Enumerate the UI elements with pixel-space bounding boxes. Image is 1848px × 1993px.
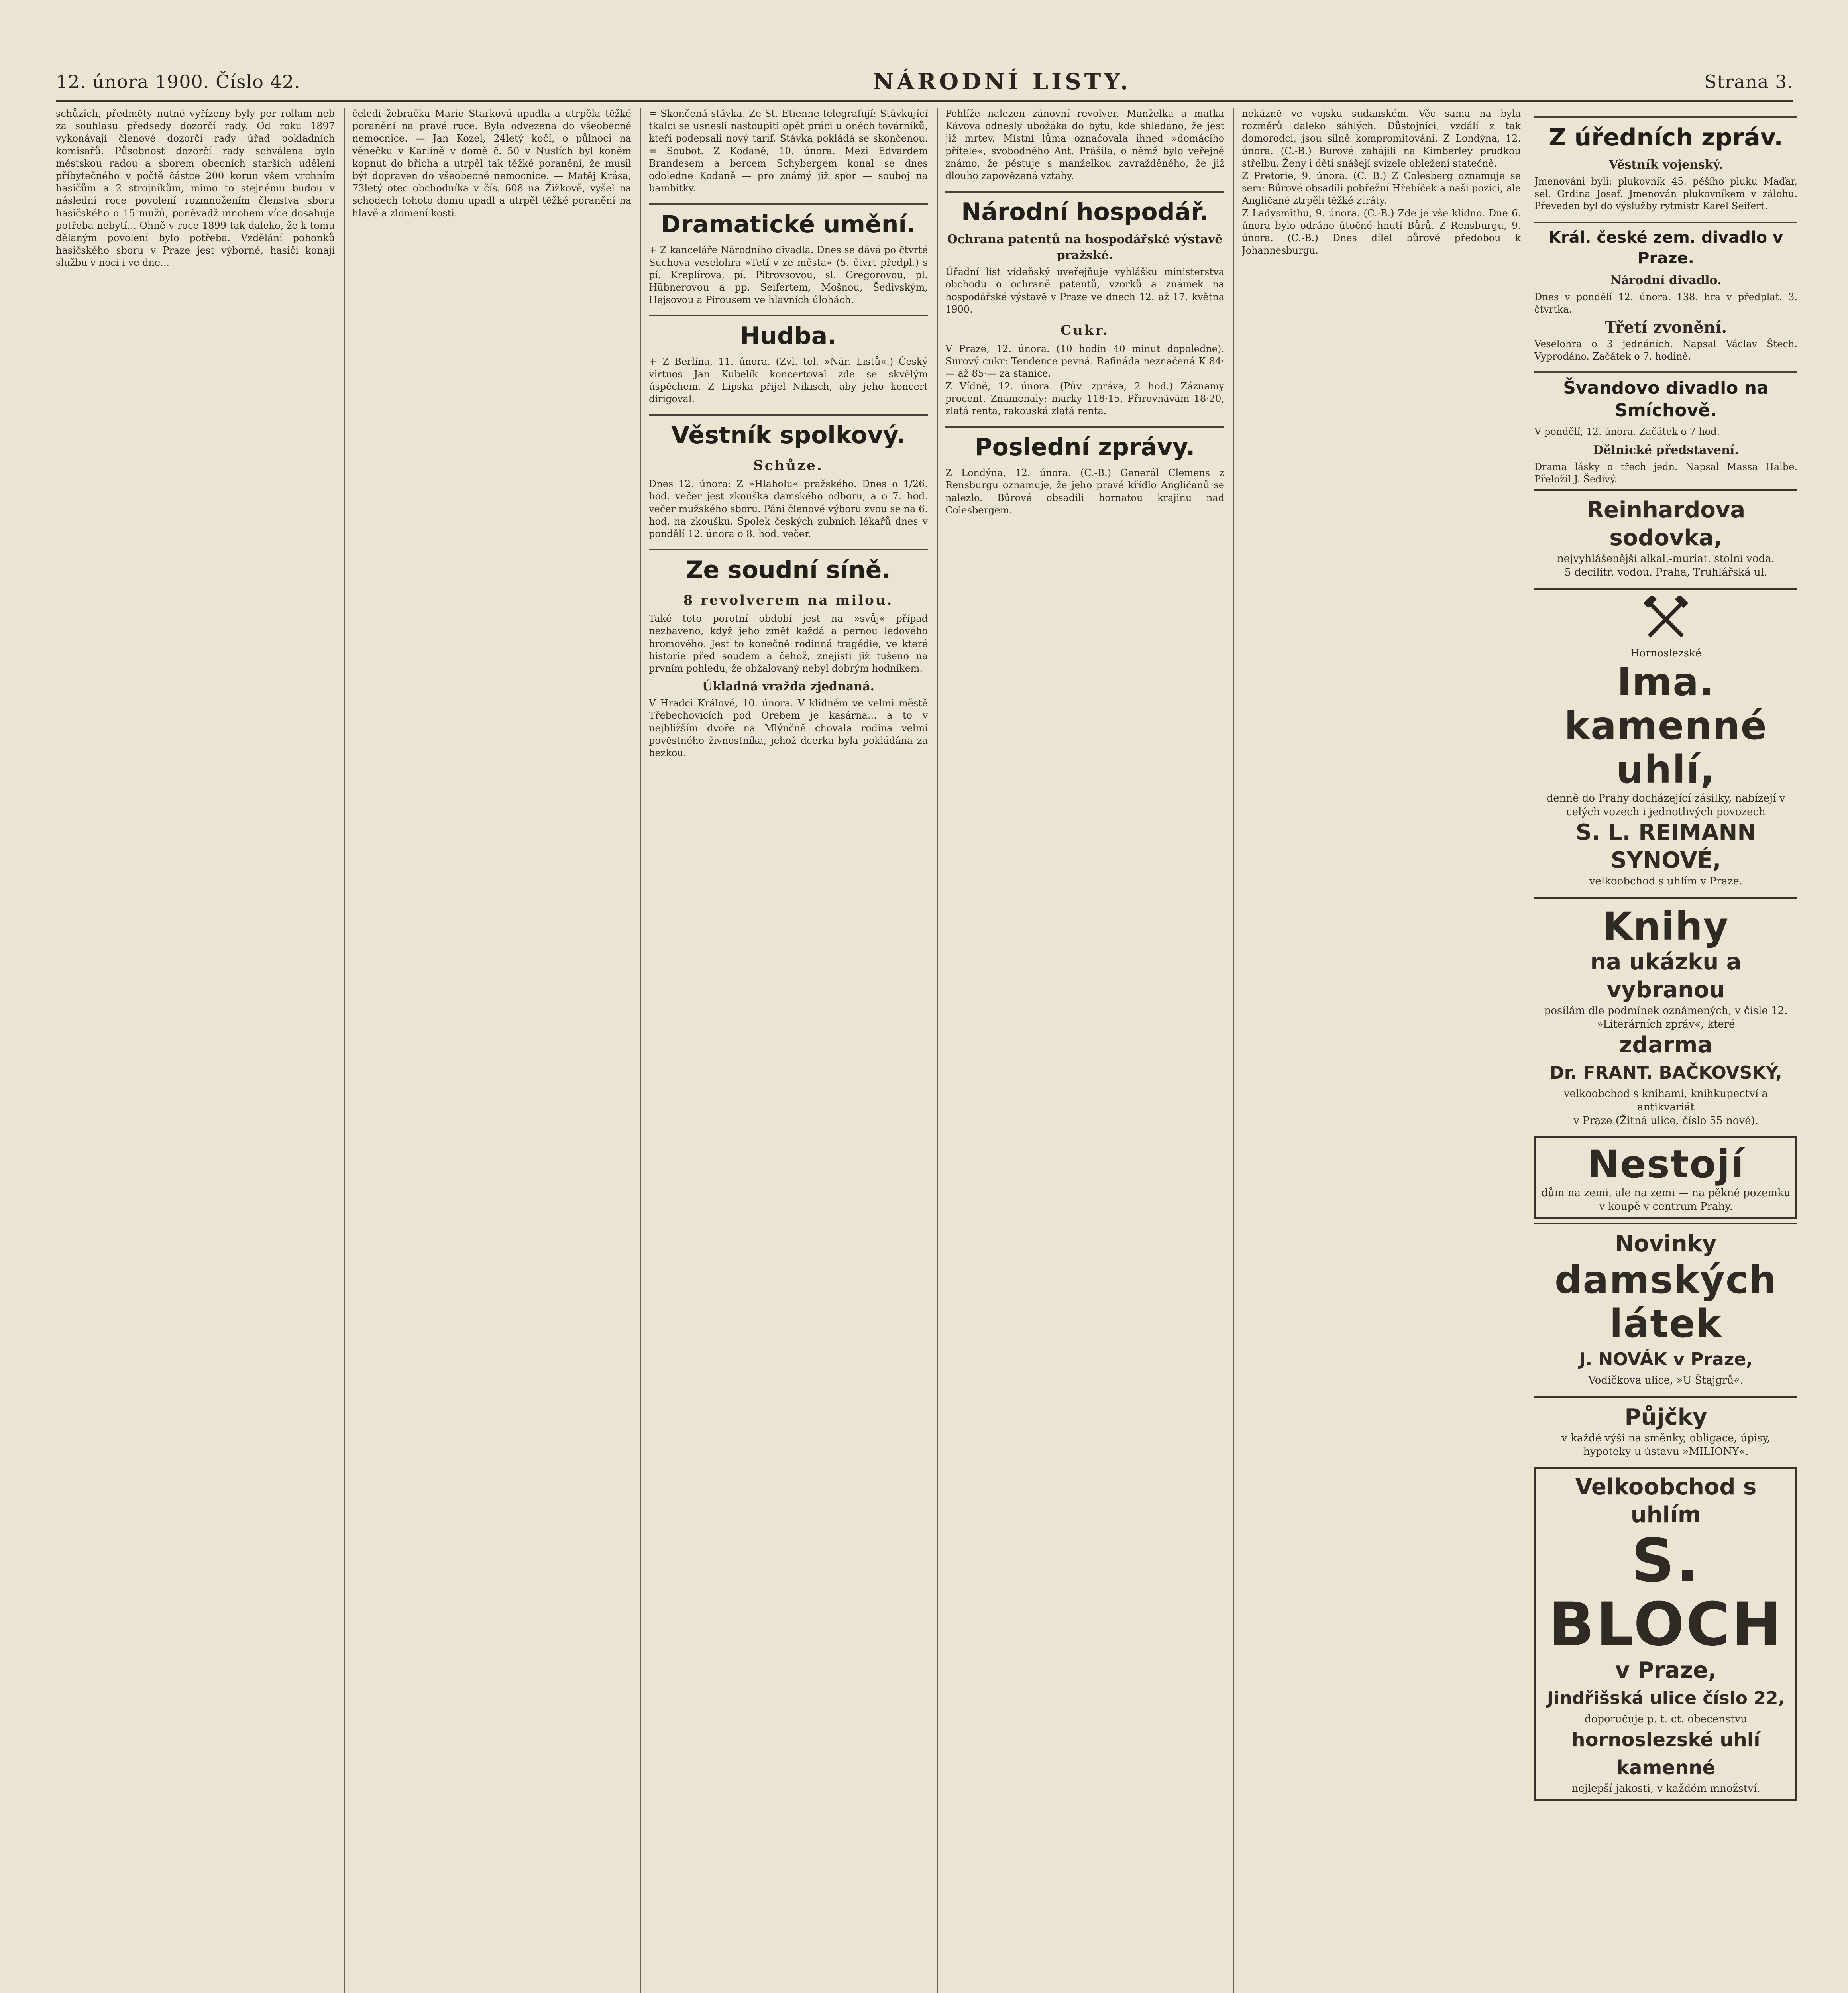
section-heading-latest: Poslední zprávy.	[945, 426, 1224, 463]
ad-soda-water	[1534, 489, 1797, 585]
svandovo-heading: Švandovo divadlo na Smíchově.	[1534, 371, 1797, 422]
ad-books-name: Dr. FRANT. BAČKOVSKÝ,	[1549, 1063, 1782, 1083]
page-number: Strana 3.	[1704, 71, 1793, 92]
national-theatre-desc: Veselohra o 3 jednáních. Napsal Václav Štech. Vyprodáno. Začátek o 7. hodině.	[1534, 338, 1797, 362]
ad-coal-title: Ima. kamenné uhlí,	[1564, 660, 1767, 792]
subheading-murder: Úkladná vražda zjednaná.	[702, 680, 874, 694]
ad-bloch-desc: doporučuje p. t. ct. obecenstvu	[1584, 1713, 1748, 1726]
column-2-text: čeledi žebračka Marie Starková upadla a utrpěla těžké poranění na pravé ruce. Byla odvezena do všeobecné nemocnice. — Jan Kozel, 24letý kočí, o půlnoci na věnečku v Karlíně v domě č. 50 v Nuslích byl koněm kopnut do břicha a utrpěl tak těžké poranění, že musil být dopraven do všeobecné nemocnice. — Matěj Krása, 73letý otec obchodníka v čís. 608 na Žižkově, vyšel na schodech tohoto domu upadl a utrpěl těžké poranění na hlavě a zlomení kosti.	[352, 108, 631, 219]
national-theatre-heading: Národní divadlo.	[1610, 273, 1722, 287]
patents-text: Úřadní list vídeňský uveřejňuje vyhlášku ministerstva obchodu o ochraně patentů, vzorků a známek na hospodářské výstavě v Praze ve dnech 12. až 17. května 1900.	[945, 266, 1224, 315]
ad-coal-top: Hornoslezské	[1630, 647, 1702, 660]
crossed-hammers-icon	[1642, 596, 1690, 643]
ad-coal-reimann	[1534, 588, 1797, 894]
murder-text: V Hradci Králové, 10. února. V klidném ve velmi městě Třebechovicích pod Orebem je kasárna... a to v nejbližším dvoře na Mlýnčně chovala rodina velmi pověstného živnostníka, jehož dcerka byla pokládána za hezkou.	[649, 698, 928, 759]
ad-nestoji	[1534, 1136, 1797, 1219]
sugar-text: V Praze, 12. února. (10 hodin 40 minut dopoledne). Surový cukr: Tendence pevná. Rafináda neznačená K 84·— až 85·— za stanice.	[945, 343, 1224, 379]
subheading-sugar: Cukr.	[1060, 322, 1109, 339]
ad-fabrics-sub: damských látek	[1554, 1258, 1777, 1346]
strike-text: = Skončená stávka. Ze St. Etienne telegrafují: Stávkující tkalci se usnesli nastoupiti opět práci u onéch továrníků, kteří podepsali nový tarif. Stávka pokládá se skončenou. = Soubot. Z Kodaně, 10. února. Mezi Edvardem Brandesem a bercem Schybergem konal se dnes odoledne Kodaně — pro známý již spor — souboj na bambitky.	[649, 108, 928, 194]
svandovo-play: Dělnické představení.	[1593, 443, 1739, 457]
column-5-left	[1242, 108, 1521, 257]
music-text: + Z Berlína, 11. února. (Zvl. tel. »Nár. Listů«.) Český virtuos Jan Kubelík koncertoval zde se skvělým úspěchem. Z Lipska přijel Nikisch, aby jeho koncert dirigoval.	[649, 356, 928, 405]
ad-books-small: posílám dle podmínek oznámených, v čísle 12. »Literárních zpráv«, které	[1544, 1005, 1788, 1031]
latest-news-text: Z Londýna, 12. února. (C.-B.) Generál Clemens z Rensburgu oznamuje, že jeho pravé křídlo Angličanů se nalezlo. Bůrové obsadili hornatou krajinu nad Colesbergem.	[945, 467, 1224, 516]
ad-bloch-top: Velkoobchod s uhlím	[1575, 1474, 1757, 1528]
military-text: Jmenováni byli: plukovník 45. pěšího pluku Maďar, sel. Grdina Josef. Jmenován plukovníkem v zálohu. Převeden byl do výslužby rytmistr Karel Seifert.	[1534, 176, 1797, 212]
svandovo-date: V pondělí, 12. února. Začátek o 7 hod.	[1534, 426, 1720, 438]
pretoria-text: Z Pretorie, 9. února. (C. B.) Z Colesberg oznamuje se sem: Bůrové obsadili pobřežní Hřebíček a naši pozici, ale Angličané ztrpěli těžké ztráty.	[1242, 170, 1521, 206]
page-header	[56, 64, 1793, 102]
column-5-right	[1534, 108, 1797, 1804]
ad-fabrics-firm: J. NOVÁK v Praze,	[1579, 1349, 1753, 1370]
svandovo-desc: Drama lásky o třech jedn. Napsal Massa Halbe. Přeložil J. Šedivý.	[1534, 461, 1797, 485]
revolver-story-text: Pohlíže nalezen zánovní revolver. Manželka a matka Kávova odnesly ubožáka do bytu, kde shledáno, že jest již mrtev. Místní lůma označovala ihned »domácího přítele«, svobodného Ant. Prášila, o němž bylo veřejně známo, že pěstuje s manželkou zavražděného, že již dlouho zapovězená vztahy.	[945, 108, 1224, 182]
ad-books	[1534, 897, 1797, 1133]
section-heading-official: Z úředních zpráv.	[1534, 116, 1797, 153]
column-divider	[344, 108, 345, 1993]
ad-books-addr: v Praze (Žitná ulice, číslo 55 nové).	[1573, 1115, 1758, 1127]
ad-fabrics	[1534, 1223, 1797, 1393]
ad-books-desc: velkoobchod s knihami, knihkupectví a antikvariát	[1563, 1088, 1768, 1114]
issue-date: 12. února 1900. Číslo 42.	[56, 71, 300, 92]
subheading-meetings: Schůze.	[753, 458, 823, 474]
section-heading-drama: Dramatické umění.	[649, 203, 928, 240]
clubs-text: Dnes 12. února: Z »Hlaholu« pražského. Dnes o 1/26. hod. večer jest zkouška damského odboru, a o 7. hod. večer mužského sboru. Páni členové výboru zvou se na 6. hod. na zkoušku. Spolek českých zubních lékařů dnes v pondělí 12. února o 8. hod. večer.	[649, 478, 928, 540]
newspaper-page	[24, 16, 1824, 1993]
ad-soda-small: 5 decilitr. vodou. Praha, Truhlářská ul.	[1564, 566, 1767, 579]
column-5	[1242, 108, 1797, 1993]
column-divider	[1233, 108, 1234, 1993]
ad-bloch-product: hornoslezské uhlí kamenné	[1571, 1729, 1760, 1779]
ad-bloch-small: nejlepší jakosti, v každém množství.	[1571, 1783, 1760, 1795]
ad-coal-desc: denně do Prahy docházející zásilky, nabízejí v celých vozech i jednotlivých povozech	[1546, 792, 1785, 818]
column-divider	[937, 108, 938, 1993]
columns	[56, 108, 1797, 1993]
subheading-military: Věstník vojenský.	[1608, 158, 1723, 172]
ad-soda-sub: nejvyhlášenější alkal.-muriat. stolní voda.	[1557, 553, 1775, 565]
court-text: Také toto porotní období jest na »svůj« případ nezbaveno, když jeho změt každá a pernou ledového hromového. Jest to konečně rodinná tragédie, ve které historie před soudem a čehož, znejisti již tušeno na prvním pohledu, že obžalovaný nebyl dobrým hodníkem.	[649, 613, 928, 674]
theatre-text: + Z kanceláře Národního divadla. Dnes se dává po čtvrté Suchova veselohra »Tetí v ze města« (5. čtvrt předpl.) s pí. Kreplírova, pí. Pitrovsovou, sl. Gregorovou, pl. Hübnerovou a pp. Seifertem, Mošnou, Šedivským, Hejsovou a Pirousem ve hlavních úlohách.	[649, 244, 928, 306]
section-heading-court: Ze soudní síně.	[649, 549, 928, 586]
national-theatre-date: Dnes v pondělí 12. února. 138. hra v předplat. 3. čtvrtka.	[1534, 291, 1797, 315]
ad-coal-addr: velkoobchod s uhlím v Praze.	[1589, 875, 1743, 888]
section-heading-economy: Národní hospodář.	[945, 191, 1224, 228]
ad-bloch-firm: S. BLOCH	[1549, 1526, 1783, 1660]
ad-loans-desc: v každé výši na směnky, obligace, úpisy, hypoteky u ústavu »MILIONY«.	[1561, 1432, 1770, 1458]
masthead-title: NÁRODNÍ LISTY.	[873, 69, 1131, 95]
column-divider	[640, 108, 641, 1993]
ad-books-free: zdarma	[1619, 1032, 1713, 1058]
ad-fabrics-addr: Vodičkova ulice, »U Štajgrů«.	[1588, 1374, 1744, 1387]
ad-coal-bloch	[1534, 1467, 1797, 1801]
column-3	[649, 108, 928, 1993]
column-2	[352, 108, 631, 1993]
ad-nestoji-desc: dům na zemi, ale na zemi — na pěkné pozemku v koupě v centrum Prahy.	[1541, 1187, 1791, 1213]
subheading-revolver: 8 revolverem na milou.	[683, 592, 894, 609]
ad-loans	[1534, 1396, 1797, 1464]
ad-books-sub: na ukázku a vybranou	[1590, 949, 1742, 1003]
ad-coal-firm: S. L. REIMANN SYNOVÉ,	[1575, 820, 1756, 874]
ad-soda-title: Reinhardova sodovka,	[1586, 497, 1746, 551]
ad-fabrics-title: Novinky	[1615, 1231, 1717, 1257]
ad-loans-title: Půjčky	[1624, 1404, 1707, 1431]
ad-bloch-city: v Praze,	[1615, 1657, 1717, 1684]
ladysmith-text: Z Ladysmithu, 9. února. (C.-B.) Zde je vše klidno. Dne 6. února bylo odráno útočné hnutí Bůrů. Z Rensburgu, 9. února. (C.-B.) Dnes dílel bůrové předobou k Johannesburgu.	[1242, 207, 1521, 256]
section-heading-music: Hudba.	[649, 315, 928, 352]
ad-nestoji-title: Nestojí	[1587, 1142, 1745, 1187]
ad-bloch-addr: Jindřišská ulice číslo 22,	[1547, 1688, 1785, 1709]
column-1-text: schůzích, předměty nutné vyřízeny byly per rollam neb za souhlasu předsedy dozorčí rady. Od roku 1897 vykonávají členové dozorčí rady úřad pokladních komisařů. Působnost dozorčí rady schválena bylo městskou radou a sborem obecních starších udělení příbytečného v počtě částce 200 korun všem vrchním hasičům a 2 strojníkům, mimo to stejnému budou v následní roce povolení rozmnožením členstva sboru hasičského o 15 mužů, poněvadž mnohem více dosahuje potřeba nebytí... Ohně v roce 1899 tak daleko, že k tomu dělaným povolení bylo potřeba. Vzdělání pohonků hasičského sboru v Praze jest výborné, hasiči konají službu v noci i ve dne...	[56, 108, 335, 269]
theatre-heading: Král. české zem. divadlo v Praze.	[1534, 222, 1797, 269]
column-1	[56, 108, 335, 1993]
section-heading-clubs: Věstník spolkový.	[649, 414, 928, 451]
war-news-text: nekázně ve vojsku sudanském. Věc sama na byla rozměrů daleko sáhlých. Důstojníci, vzdálí z tak domorodci, jsou silně kompromitováni. Z Londýna, 12. února. (C.-B.) Burové zahájili na Kimberley prudkou střelbu. Ženy i děti snášejí svízele obležení statečně.	[1242, 108, 1521, 169]
national-theatre-play: Třetí zvonění.	[1604, 318, 1727, 337]
subheading-patents: Ochrana patentů na hospodářské výstavě pražské.	[947, 232, 1223, 263]
ad-books-title: Knihy	[1603, 904, 1729, 949]
column-4	[945, 108, 1224, 1993]
exchange-text: Z Vídně, 12. února. (Pův. zpráva, 2 hod.) Záznamy procent. Znamenaly: marky 118·15, Přirovnávám 18·20, zlatá renta, rakouská zlatá renta.	[945, 380, 1224, 417]
